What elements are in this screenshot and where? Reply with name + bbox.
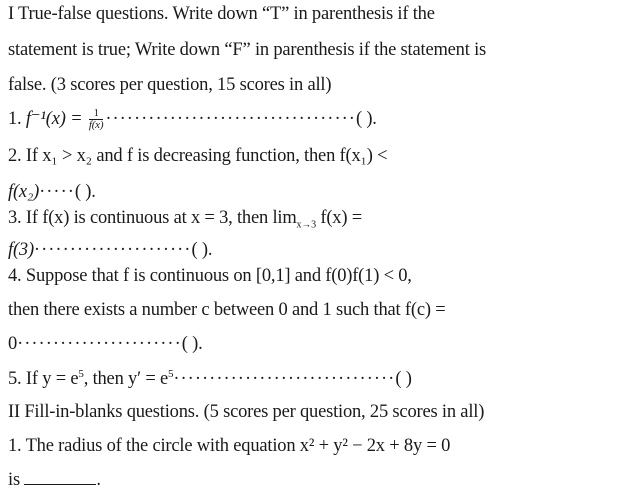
q3-limit-subscript: x→3 bbox=[296, 219, 316, 231]
section1-header-line2: statement is true; Write down “F” in parenthesis if the statement is bbox=[8, 40, 487, 60]
q1-answer-paren: ( ). bbox=[355, 109, 377, 129]
section1-header-line3: false. (3 scores per question, 15 scores in all) bbox=[8, 75, 332, 95]
section1-header-line1: I True-false questions. Write down “T” in parenthesis if the bbox=[8, 4, 435, 24]
q1-fraction-denominator: f(x) bbox=[88, 119, 104, 132]
s2q1-period: . bbox=[96, 470, 101, 490]
section2-question-1-line2 bbox=[8, 470, 101, 491]
question-1 bbox=[8, 108, 377, 131]
q4-zero: 0 bbox=[8, 334, 18, 354]
section2-header: II Fill-in-blanks questions. (5 scores per question, 25 scores in all) bbox=[8, 402, 485, 422]
q1-lhs: f⁻¹(x) = bbox=[25, 109, 83, 129]
s2q1-is: is bbox=[8, 470, 20, 490]
q1-dots: ··································· bbox=[105, 109, 356, 129]
q1-fraction-numerator: 1 bbox=[89, 108, 103, 120]
q1-fraction bbox=[89, 108, 103, 131]
q2-dots: ····· bbox=[39, 182, 75, 202]
q5-answer-paren: ( ) bbox=[395, 369, 412, 390]
question-4-line1: 4. Suppose that f is continuous on [0,1] and f(0)f(1) < 0, bbox=[8, 266, 412, 286]
q4-dots: ······················· bbox=[17, 334, 182, 354]
question-5 bbox=[8, 368, 412, 390]
q1-number: 1. bbox=[8, 109, 22, 129]
q3-f3: f(3) bbox=[8, 240, 34, 260]
q5-dots: ······························· bbox=[173, 369, 396, 390]
q3-text: 3. If f(x) is continuous at x = 3, then lim bbox=[8, 208, 297, 228]
q5-text: 5. If y = e bbox=[8, 369, 79, 390]
question-3-line1 bbox=[8, 208, 362, 231]
q2-answer-paren: ( ). bbox=[74, 182, 96, 202]
section2-question-1-line1: 1. The radius of the circle with equation x² + y² − 2x + 8y = 0 bbox=[8, 436, 451, 456]
q3-dots: ······················ bbox=[33, 240, 192, 260]
q3-text-end: f(x) = bbox=[315, 208, 362, 228]
question-4-line2: then there exists a number c between 0 and 1 such that f(c) = bbox=[8, 300, 446, 320]
q5-exponent-1: 5 bbox=[78, 368, 84, 380]
q5-exponent-2: 5 bbox=[168, 368, 174, 380]
question-2-line2 bbox=[8, 182, 96, 203]
q4-answer-paren: ( ). bbox=[181, 334, 203, 354]
q2-fx2: f(x₂) bbox=[8, 182, 40, 202]
q5-mid: , then y′ = e bbox=[83, 369, 169, 390]
q3-answer-paren: ( ). bbox=[191, 240, 213, 260]
question-3-line2 bbox=[8, 240, 212, 261]
question-2-line1: 2. If x₁ > x₂ and f is decreasing function, then f(x₁) < bbox=[8, 146, 388, 166]
answer-blank[interactable] bbox=[24, 470, 96, 485]
question-4-line3 bbox=[8, 334, 203, 355]
